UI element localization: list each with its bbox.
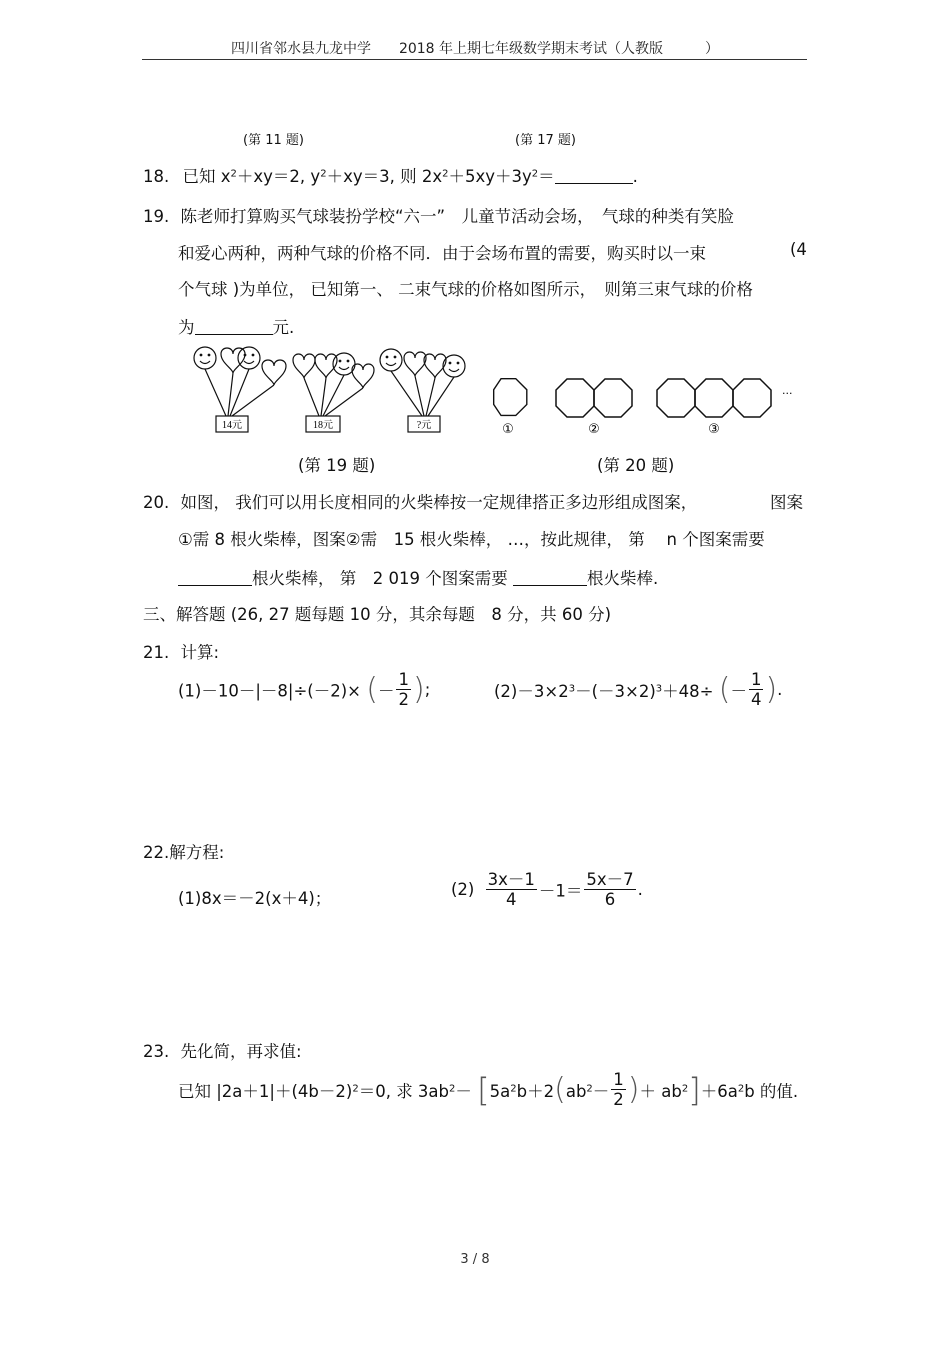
question-21 — [143, 639, 219, 663]
q19-line3: 个气球 )为单位， 已知第一、 二束气球的价格如图所示， 则第三束气球的价格 — [178, 280, 753, 299]
q20-line1: 如图， 我们可以用长度相同的火柴棒按一定规律搭正多边形组成图案， — [180, 493, 698, 512]
question-number: 23. — [143, 1042, 170, 1061]
pattern-label: ① — [502, 422, 514, 435]
answer-blank — [178, 571, 252, 586]
heart-balloon — [262, 360, 286, 385]
smile-balloon — [194, 347, 216, 369]
q23-expression: 已知 $|2a+1|+(4b-2)^2=0$, 求 $3ab^2- [5a^2b+2(ab^2-$ $\frac{1}{2}$ )＋ $ab^2]+6a^2b$ 的值. — [178, 1070, 799, 1109]
question-number: 19. — [143, 207, 170, 226]
heart-balloon — [352, 364, 374, 388]
question-19 — [143, 203, 734, 227]
q18-text: 已知 $x^2+xy=2$, $y^2+xy=3$, 则 $2x^2+5xy+3y^2=$ — [182, 167, 555, 186]
answer-blank — [513, 571, 587, 586]
q21-part2: $(2)-3\times 2^3-(-3\times 2)^3+48\div$ (－ $\frac{1}{4}$ ). — [494, 670, 783, 709]
caption-q17: (第 17 题) — [515, 133, 576, 148]
question-number: 20. — [143, 493, 170, 512]
heart-balloon — [404, 352, 426, 376]
q22-part1: (1)8x＝－2(x＋4)； — [178, 889, 332, 908]
question-18: 18. 已知 $x^2+xy=2$, $y^2+xy=3$, 则 $2x^2+5xy+3y^2=$ . — [143, 167, 638, 186]
section-title: 三、解答题 (26, 27 题每题 10 分，其余每题 8 分，共 60 分) — [143, 605, 612, 624]
q23-label: 先化简，再求值: — [180, 1042, 302, 1061]
smile-balloon — [380, 349, 402, 371]
pattern-label: ③ — [708, 422, 720, 435]
pattern-label: ② — [588, 422, 600, 435]
q21-part1: (1)－10－|－8|÷(－2)× (－ $\frac{1}{2}$ ); — [178, 670, 431, 709]
caption-q20: (第 20 题) — [597, 456, 675, 475]
question-22: 22.解方程: — [143, 843, 225, 862]
q19-line4: 为 元. — [178, 318, 295, 337]
q19-line2: 和爱心两种，两种气球的价格不同．由于会场布置的需要，购买时以一束 — [178, 244, 706, 263]
balloon-figure — [186, 340, 476, 440]
question-number: 21. — [143, 643, 170, 662]
page-number: 3 / 8 — [460, 1252, 490, 1267]
q19-line2-end: (4 — [790, 240, 807, 259]
page-header: 四川省邻水县九龙中学 2018 年上期七年级数学期末考试（人教版 ） — [230, 41, 720, 57]
smile-balloon — [238, 347, 260, 369]
answer-blank — [195, 320, 273, 335]
heart-balloon — [221, 348, 245, 373]
octagon-figure — [488, 375, 798, 435]
q20-line3: 根火柴棒， 第 2 019 个图案需要 根火柴棒. — [178, 565, 658, 589]
heart-balloon — [293, 354, 315, 378]
q22-part2: (2) $\frac{3x-1}{4}$ －1＝ $\frac{5x-7}{6}$ . — [451, 870, 643, 909]
q20-line1-end: 图案 — [770, 493, 803, 512]
price-label: 14元 — [222, 420, 242, 431]
q20-line2: ①需 8 根火柴棒，图案②需 15 根火柴棒， …，按此规律， 第 n 个图案需要 — [178, 530, 765, 549]
caption-q19: (第 19 题) — [298, 456, 376, 475]
header-rule — [142, 59, 807, 60]
question-number: 18. — [143, 167, 170, 186]
question-23 — [143, 1038, 302, 1062]
smile-balloon — [443, 355, 465, 377]
price-label: ?元 — [416, 420, 432, 431]
answer-blank — [555, 169, 633, 184]
ellipsis: ··· — [782, 387, 793, 400]
question-20 — [143, 489, 697, 513]
q19-line1: 陈老师打算购买气球装扮学校“六一” 儿童节活动会场， 气球的种类有笑脸 — [180, 207, 734, 226]
caption-q11: (第 11 题) — [243, 133, 304, 148]
q21-label: 计算: — [180, 643, 220, 662]
price-label: 18元 — [313, 420, 333, 431]
